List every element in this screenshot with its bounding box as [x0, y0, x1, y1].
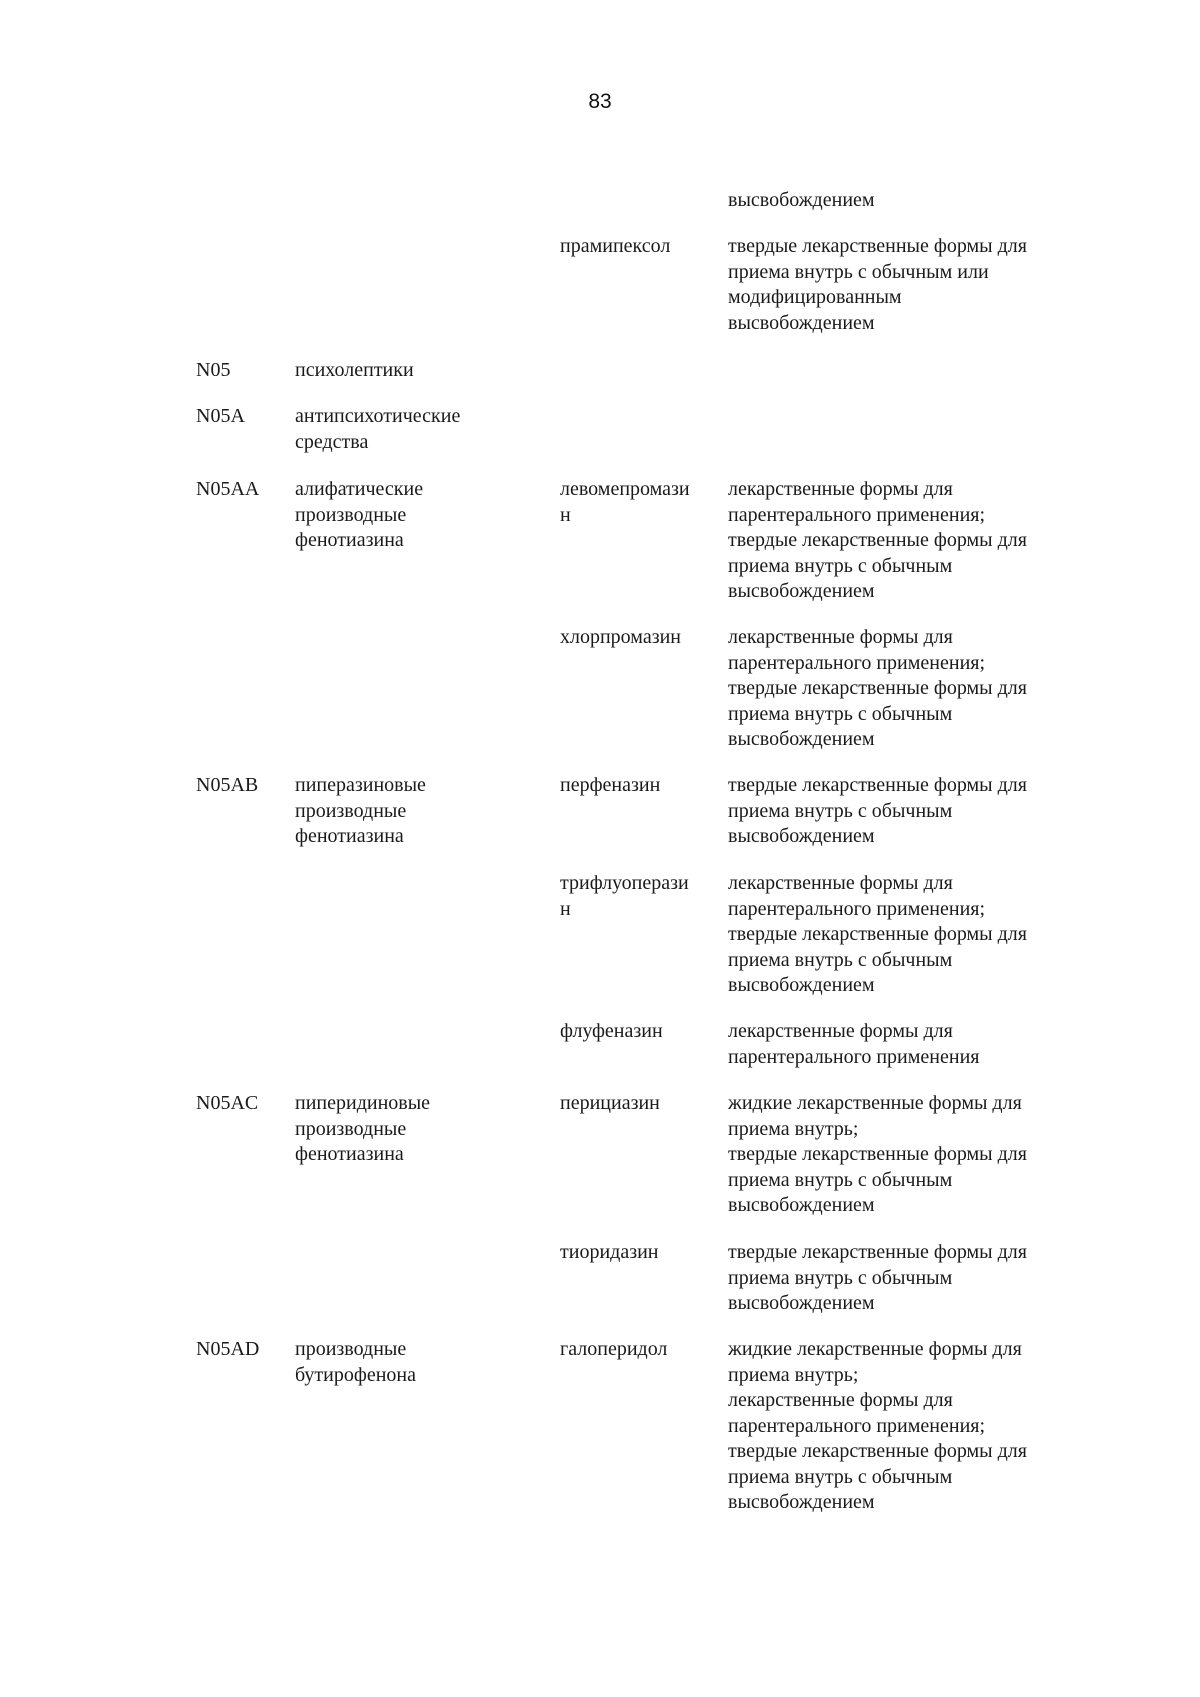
atc-code-cell: N05AA	[196, 478, 260, 500]
dosage-form-cell: твердые лекарственные формы для приема внутрь с обычным или модифицированным высвобождением	[728, 235, 1027, 334]
drug-name-cell: тиоридазин	[560, 1241, 659, 1263]
dosage-form-cell: твердые лекарственные формы для приема внутрь с обычным высвобождением	[728, 774, 1027, 847]
dosage-form-cell: твердые лекарственные формы для приема внутрь с обычным высвобождением	[728, 1241, 1027, 1314]
drug-name-cell: трифлуоперази н	[560, 872, 689, 920]
atc-group-cell: алифатические производные фенотиазина	[295, 478, 424, 551]
atc-code-cell: N05AD	[196, 1338, 260, 1360]
atc-code-cell: N05AC	[196, 1092, 259, 1114]
dosage-form-cell: лекарственные формы для парентерального применения	[728, 1020, 980, 1068]
drug-name-cell: левомепромази н	[560, 478, 690, 526]
drug-name-cell: галоперидол	[560, 1338, 668, 1360]
drug-name-cell: хлорпромазин	[560, 626, 682, 648]
dosage-form-cell: лекарственные формы для парентерального применения; твердые лекарственные формы для приема внутрь с обычным высвобождением	[728, 626, 1027, 750]
drug-name-cell: прамипексол	[560, 235, 671, 257]
atc-group-cell: пиперидиновые производные фенотиазина	[295, 1092, 431, 1165]
atc-code-cell: N05AB	[196, 774, 259, 796]
dosage-form-cell: лекарственные формы для парентерального применения; твердые лекарственные формы для приема внутрь с обычным высвобождением	[728, 872, 1027, 996]
dosage-form-cell: лекарственные формы для парентерального применения; твердые лекарственные формы для приема внутрь с обычным высвобождением	[728, 478, 1027, 602]
drug-name-cell: перфеназин	[560, 774, 661, 796]
atc-group-cell: психолептики	[295, 359, 414, 381]
drug-name-cell: перициазин	[560, 1092, 660, 1114]
atc-group-cell: пиперазиновые производные фенотиазина	[295, 774, 426, 847]
atc-code-cell: N05	[196, 359, 231, 381]
dosage-form-cell: высвобождением	[728, 189, 875, 211]
atc-code-cell: N05A	[196, 405, 245, 427]
atc-group-cell: антипсихотические средства	[295, 405, 461, 453]
dosage-form-cell: жидкие лекарственные формы для приема внутрь; твердые лекарственные формы для приема внутрь с обычным высвобождением	[728, 1092, 1027, 1216]
page-number: 83	[588, 90, 612, 113]
atc-group-cell: производные бутирофенона	[295, 1338, 416, 1386]
dosage-form-cell: жидкие лекарственные формы для приема внутрь; лекарственные формы для парентерального применения; твердые лекарственные формы для приема внутрь с обычным высвобождением	[728, 1338, 1027, 1513]
drug-name-cell: флуфеназин	[560, 1020, 663, 1042]
